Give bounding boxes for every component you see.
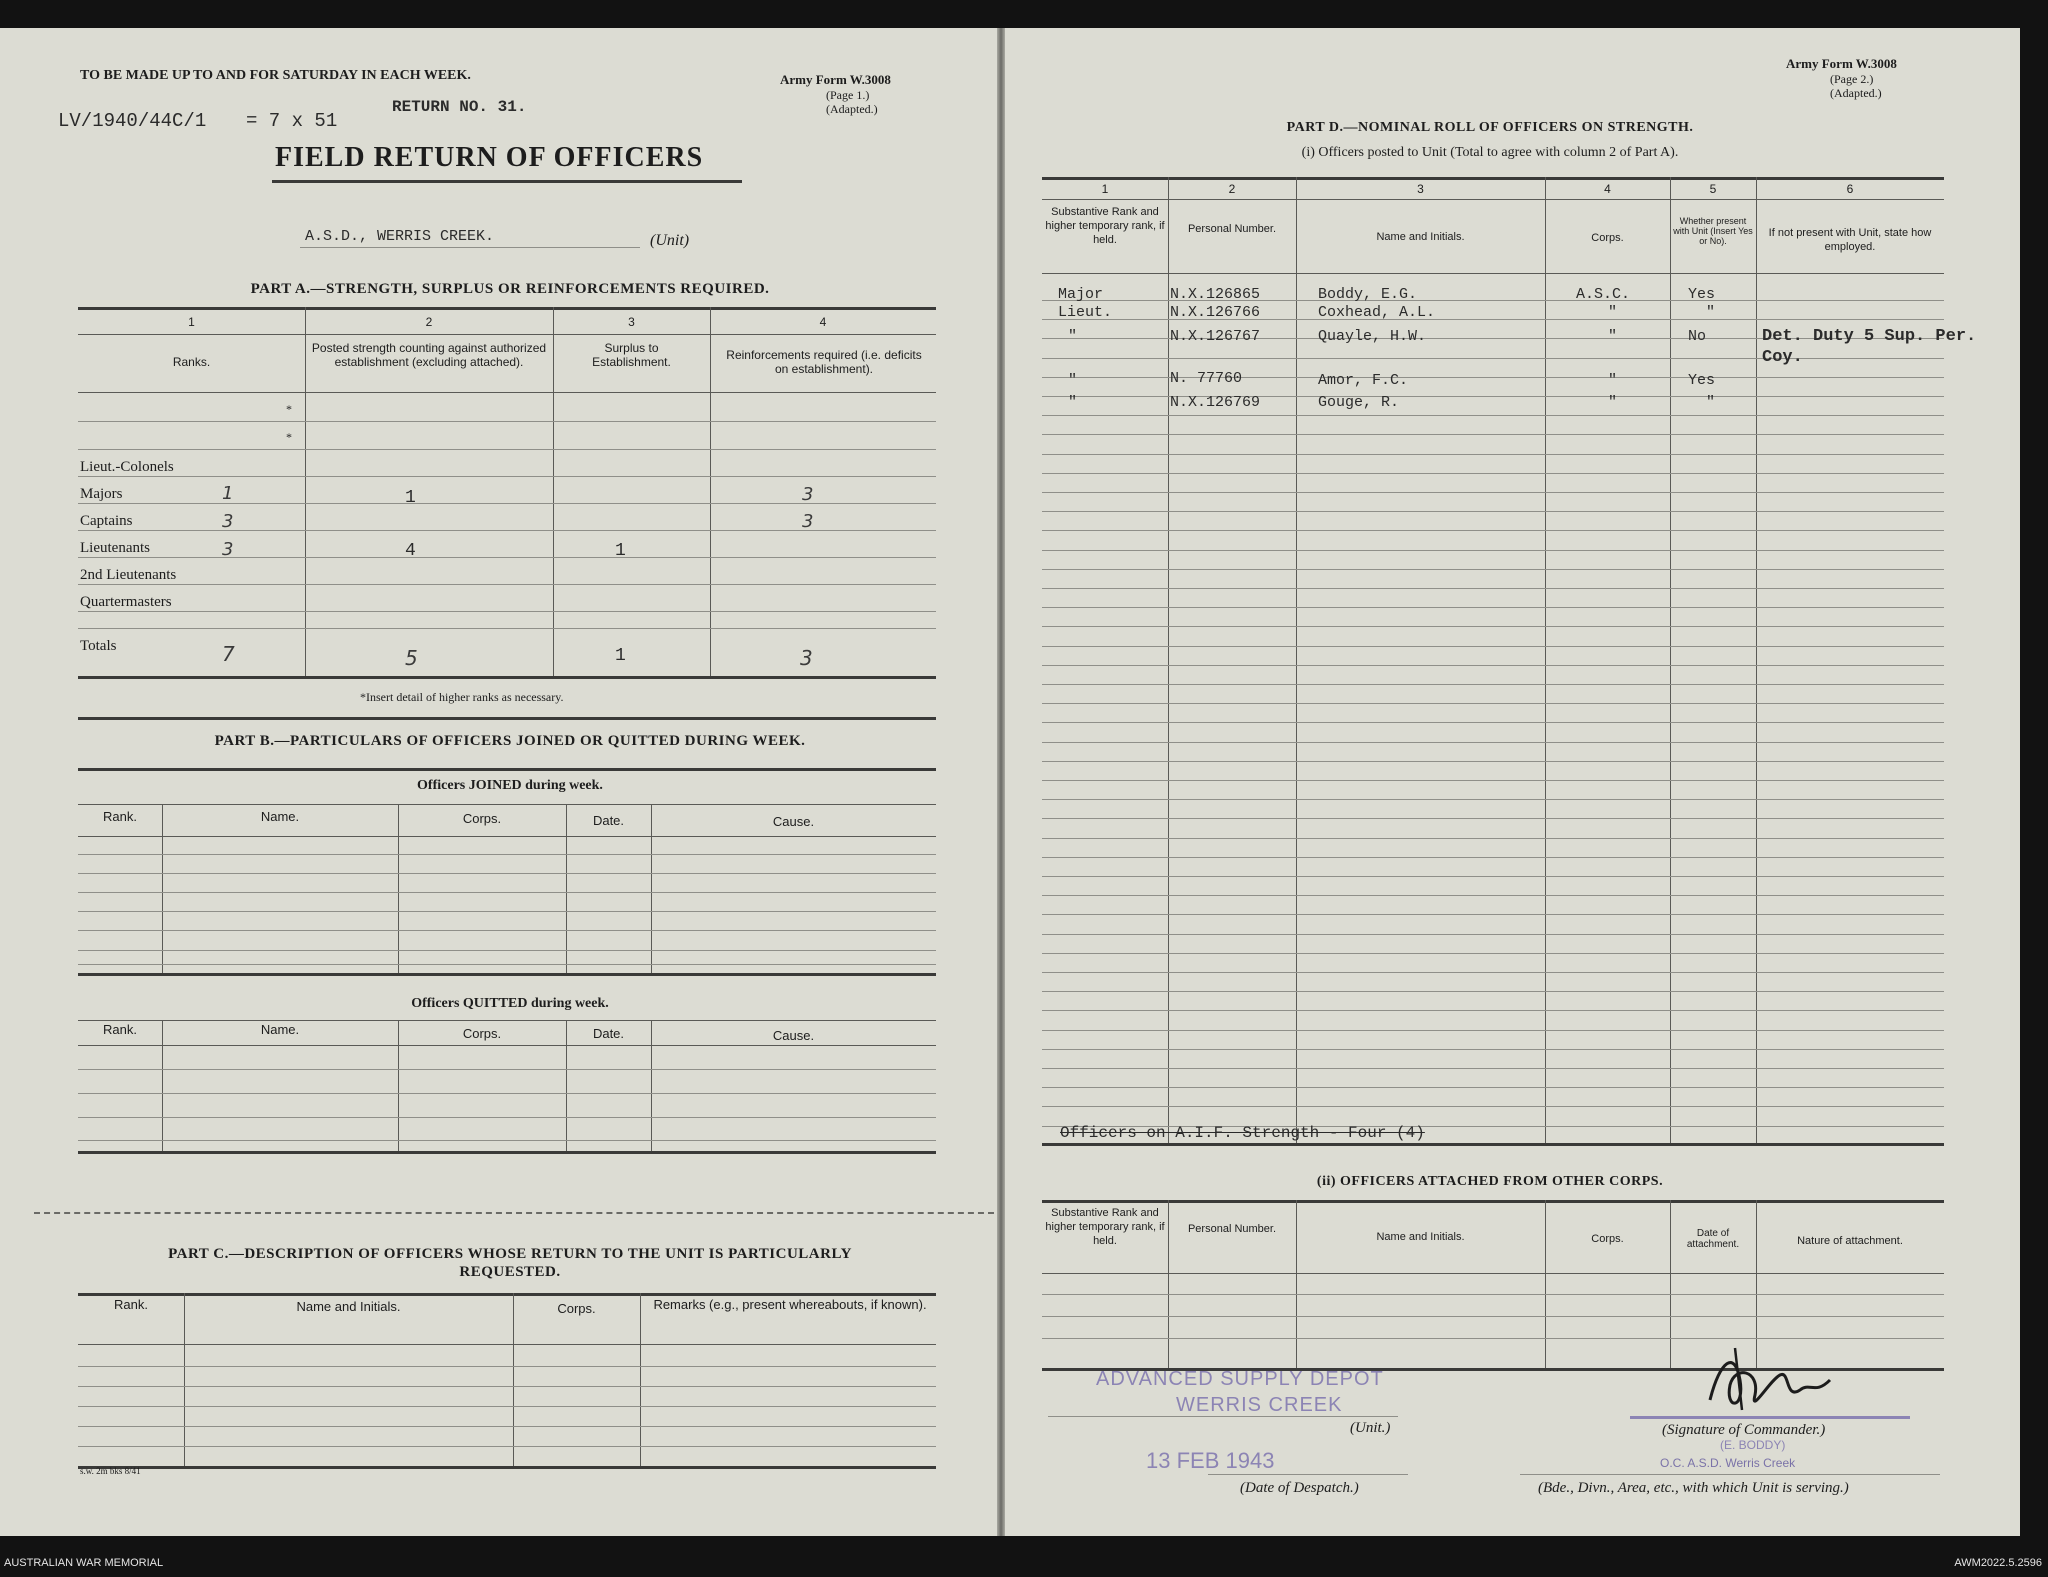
page-number-p2: (Page 2.) bbox=[1830, 72, 1874, 86]
roll-corps: " bbox=[1608, 372, 1618, 389]
d-col-number-3: 3 bbox=[1417, 182, 1424, 196]
totals-handwritten: 7 bbox=[222, 642, 235, 666]
surplus-value: 1 bbox=[615, 541, 626, 561]
reinforcements-value: 3 bbox=[802, 511, 814, 532]
ii-col-header-rank: Substantive Rank and higher temporary rank, if held. bbox=[1045, 1207, 1165, 1247]
unit-label: (Unit) bbox=[650, 232, 690, 249]
attached-officers-title: (ii) OFFICERS ATTACHED FROM OTHER CORPS. bbox=[1316, 1174, 1664, 1189]
ruled-line bbox=[1042, 492, 1944, 493]
brigade-label: (Bde., Divn., Area, etc., with which Unit is serving.) bbox=[1538, 1480, 1849, 1496]
ruled-line bbox=[1042, 530, 1944, 531]
roll-present: " bbox=[1706, 394, 1716, 411]
roll-rank: Major bbox=[1058, 286, 1104, 303]
despatch-date-label: (Date of Despatch.) bbox=[1240, 1480, 1359, 1496]
roll-name: Boddy, E.G. bbox=[1318, 286, 1418, 303]
ruled-line bbox=[1042, 838, 1944, 839]
joined-col-cause: Cause. bbox=[772, 814, 815, 829]
reference-number: LV/1940/44C/1 bbox=[58, 110, 207, 132]
joined-col-corps: Corps. bbox=[462, 811, 502, 826]
commander-name-stamp: (E. BODDY) bbox=[1720, 1438, 1786, 1452]
form-page-2 bbox=[1003, 28, 2020, 1536]
ruled-line bbox=[1042, 434, 1944, 435]
ruled-line bbox=[1042, 972, 1944, 973]
col-header-posted: Posted strength counting against authorized establishment (excluding attached). bbox=[311, 341, 547, 369]
roll-present: " bbox=[1706, 304, 1716, 321]
col-header-surplus: Surplus to Establishment. bbox=[592, 341, 671, 369]
d-col-number-5: 5 bbox=[1709, 182, 1717, 196]
totals-reinforcements: 3 bbox=[800, 646, 813, 670]
ruled-line bbox=[1042, 895, 1944, 896]
rank-label: Lieutenants bbox=[80, 540, 150, 556]
ruled-line bbox=[1042, 876, 1944, 877]
ruled-line bbox=[1042, 818, 1944, 819]
roll-present: Yes bbox=[1688, 286, 1716, 303]
ruled-line bbox=[1042, 550, 1944, 551]
handwritten-value: 3 bbox=[222, 511, 234, 532]
roll-present: No bbox=[1688, 328, 1707, 345]
ruled-line bbox=[1042, 953, 1944, 954]
rank-label: Captains bbox=[80, 513, 133, 529]
ruled-line bbox=[1042, 799, 1944, 800]
archive-reference: AWM2022.5.2596 bbox=[1954, 1557, 2042, 1569]
d-col-header-present: Whether present with Unit (Insert Yes or No). bbox=[1673, 216, 1753, 246]
d-col-number-6: 6 bbox=[1846, 182, 1854, 196]
col-number-2: 2 bbox=[425, 315, 433, 329]
d-col-header-rank: Substantive Rank and higher temporary rank, if held. bbox=[1045, 206, 1165, 246]
ii-col-header-number: Personal Number. bbox=[1187, 1223, 1277, 1235]
joined-title: Officers JOINED during week. bbox=[417, 778, 603, 793]
roll-present: Yes bbox=[1688, 372, 1716, 389]
d-col-header-corps: Corps. bbox=[1591, 232, 1624, 244]
quitted-col-date: Date. bbox=[592, 1026, 625, 1041]
aif-strength-note: Officers on A.I.F. Strength - Four (4) bbox=[1060, 1124, 1425, 1142]
ii-col-header-name: Name and Initials. bbox=[1376, 1231, 1465, 1243]
part-d-title: PART D.—NOMINAL ROLL OF OFFICERS ON STRENGTH. bbox=[1286, 120, 1694, 135]
part-c-title-line2: REQUESTED. bbox=[459, 1264, 561, 1280]
archive-footer bbox=[0, 1552, 2048, 1577]
ruled-line bbox=[1042, 1049, 1944, 1050]
binding-spine bbox=[997, 28, 1005, 1536]
ruled-line bbox=[1042, 646, 1944, 647]
asterisk-mark: * bbox=[286, 402, 292, 416]
col-number-3: 3 bbox=[628, 315, 635, 329]
totals-posted: 5 bbox=[405, 646, 418, 670]
signature-label: (Signature of Commander.) bbox=[1662, 1422, 1826, 1438]
ruled-line bbox=[1042, 857, 1944, 858]
roll-name: Amor, F.C. bbox=[1318, 372, 1409, 389]
joined-col-name: Name. bbox=[260, 809, 300, 824]
return-number: RETURN NO. 31. bbox=[392, 98, 527, 116]
roll-number: N.X.126767 bbox=[1170, 328, 1261, 345]
col-number-1: 1 bbox=[188, 315, 195, 329]
ruled-line bbox=[1042, 665, 1944, 666]
ruled-line bbox=[1042, 742, 1944, 743]
d-col-number-4: 4 bbox=[1604, 182, 1611, 196]
quitted-col-corps: Corps. bbox=[462, 1026, 502, 1041]
unit-label-p2: (Unit.) bbox=[1350, 1420, 1391, 1436]
header-instruction: TO BE MADE UP TO AND FOR SATURDAY IN EACH WEEK. bbox=[80, 68, 471, 83]
ruled-line bbox=[1042, 473, 1944, 474]
ruled-line bbox=[1042, 1030, 1944, 1031]
ruled-line bbox=[1042, 914, 1944, 915]
posted-value: 4 bbox=[405, 541, 416, 561]
d-col-header-name: Name and Initials. bbox=[1376, 231, 1465, 243]
roll-rank: " bbox=[1068, 394, 1078, 411]
dimensions-note: = 7 x 51 bbox=[246, 110, 338, 132]
d-col-header-employed: If not present with Unit, state how employed. bbox=[1768, 227, 1932, 253]
ruled-line bbox=[1042, 454, 1944, 455]
totals-surplus: 1 bbox=[615, 646, 626, 666]
asterisk-mark: * bbox=[286, 430, 292, 444]
print-code: s.w. 2m bks 8/41 bbox=[80, 1466, 141, 1476]
part-c-title-line1: PART C.—DESCRIPTION OF OFFICERS WHOSE RETURN TO THE UNIT IS PARTICULARLY bbox=[168, 1246, 852, 1262]
despatch-date-stamp: 13 FEB 1943 bbox=[1146, 1448, 1275, 1473]
handwritten-value: 1 bbox=[222, 483, 234, 504]
posted-value: 1 bbox=[405, 488, 416, 508]
roll-number: N.X.126769 bbox=[1170, 394, 1261, 411]
ruled-line bbox=[1042, 1087, 1944, 1088]
roll-number: N. 77760 bbox=[1170, 370, 1243, 387]
perforation-line bbox=[34, 1212, 994, 1214]
d-col-header-number: Personal Number. bbox=[1187, 223, 1277, 235]
roll-name: Coxhead, A.L. bbox=[1318, 304, 1436, 321]
commander-signature bbox=[1690, 1340, 1840, 1420]
rank-label: Lieut.-Colonels bbox=[80, 459, 174, 475]
rank-label: Majors bbox=[80, 486, 123, 502]
roll-corps: " bbox=[1608, 328, 1618, 345]
roll-name: Quayle, H.W. bbox=[1318, 328, 1427, 345]
ruled-line bbox=[1042, 684, 1944, 685]
ruled-line bbox=[1042, 991, 1944, 992]
d-col-number-2: 2 bbox=[1228, 182, 1236, 196]
unit-stamp-line1: ADVANCED SUPPLY DEPOT bbox=[1096, 1368, 1384, 1390]
roll-rank: " bbox=[1068, 372, 1078, 389]
ruled-line bbox=[1042, 703, 1944, 704]
col-number-4: 4 bbox=[819, 315, 827, 329]
roll-name: Gouge, R. bbox=[1318, 394, 1400, 411]
ruled-line bbox=[1042, 1106, 1944, 1107]
archive-name: AUSTRALIAN WAR MEMORIAL bbox=[4, 1557, 164, 1569]
unit-stamp-line2: WERRIS CREEK bbox=[1176, 1394, 1343, 1416]
ruled-line bbox=[1042, 722, 1944, 723]
ruled-line bbox=[1042, 761, 1944, 762]
adapted-note: (Adapted.) bbox=[826, 102, 878, 116]
ruled-line bbox=[1042, 780, 1944, 781]
ruled-line bbox=[1042, 511, 1944, 512]
ruled-line bbox=[1042, 607, 1944, 608]
quitted-col-cause: Cause. bbox=[772, 1028, 815, 1043]
commander-title-stamp: O.C. A.S.D. Werris Creek bbox=[1660, 1456, 1796, 1470]
unit-value: A.S.D., WERRIS CREEK. bbox=[305, 228, 495, 245]
rank-label: Quartermasters bbox=[80, 594, 172, 610]
ruled-line bbox=[1042, 626, 1944, 627]
reinforcements-value: 3 bbox=[802, 484, 814, 505]
ruled-line bbox=[1042, 1010, 1944, 1011]
form-number-p2: Army Form W.3008 bbox=[1786, 56, 1897, 71]
col-header-ranks: Ranks. bbox=[172, 355, 211, 369]
quitted-col-name: Name. bbox=[260, 1022, 300, 1037]
part-d-subtitle-i: (i) Officers posted to Unit (Total to agree with column 2 of Part A). bbox=[1301, 145, 1679, 160]
joined-col-rank: Rank. bbox=[103, 809, 137, 824]
joined-col-date: Date. bbox=[592, 813, 625, 828]
part-b-title: PART B.—PARTICULARS OF OFFICERS JOINED OR QUITTED DURING WEEK. bbox=[214, 733, 806, 749]
totals-label: Totals bbox=[80, 638, 117, 654]
d-col-number-1: 1 bbox=[1101, 182, 1109, 196]
part-c-col-rank: Rank. bbox=[114, 1297, 148, 1312]
ruled-line bbox=[1042, 569, 1944, 570]
part-c-col-name: Name and Initials. bbox=[296, 1299, 401, 1314]
ruled-line bbox=[1042, 588, 1944, 589]
col-header-reinforcements: Reinforcements required (i.e. deficits on establishment). bbox=[726, 348, 922, 376]
rank-label: 2nd Lieutenants bbox=[80, 567, 177, 583]
roll-corps: " bbox=[1608, 304, 1618, 321]
roll-employed: Det. Duty 5 Sup. Per. Coy. bbox=[1762, 327, 1977, 367]
roll-corps: " bbox=[1608, 394, 1618, 411]
footnote: *Insert detail of higher ranks as necessary. bbox=[360, 690, 564, 704]
ruled-line bbox=[1042, 415, 1944, 416]
handwritten-value: 3 bbox=[222, 539, 234, 560]
roll-rank: " bbox=[1068, 328, 1078, 345]
ii-col-header-nature: Nature of attachment. bbox=[1797, 1235, 1903, 1247]
ii-col-header-date: Date of attachment. bbox=[1686, 1228, 1740, 1250]
page-title: FIELD RETURN OF OFFICERS bbox=[275, 142, 704, 173]
part-c-col-corps: Corps. bbox=[557, 1301, 596, 1316]
quitted-title: Officers QUITTED during week. bbox=[411, 996, 609, 1011]
roll-rank: Lieut. bbox=[1058, 304, 1113, 321]
part-c-col-remarks: Remarks (e.g., present whereabouts, if known). bbox=[653, 1297, 927, 1312]
adapted-note-p2: (Adapted.) bbox=[1830, 86, 1882, 100]
quitted-col-rank: Rank. bbox=[103, 1022, 137, 1037]
ruled-line bbox=[1042, 1068, 1944, 1069]
ruled-line bbox=[1042, 934, 1944, 935]
roll-number: N.X.126766 bbox=[1170, 304, 1261, 321]
page-number: (Page 1.) bbox=[826, 88, 870, 102]
ii-col-header-corps: Corps. bbox=[1591, 1233, 1624, 1245]
form-number: Army Form W.3008 bbox=[780, 72, 891, 87]
roll-number: N.X.126865 bbox=[1170, 286, 1261, 303]
part-a-title: PART A.—STRENGTH, SURPLUS OR REINFORCEMENTS REQUIRED. bbox=[250, 281, 770, 297]
roll-corps: A.S.C. bbox=[1576, 286, 1631, 303]
